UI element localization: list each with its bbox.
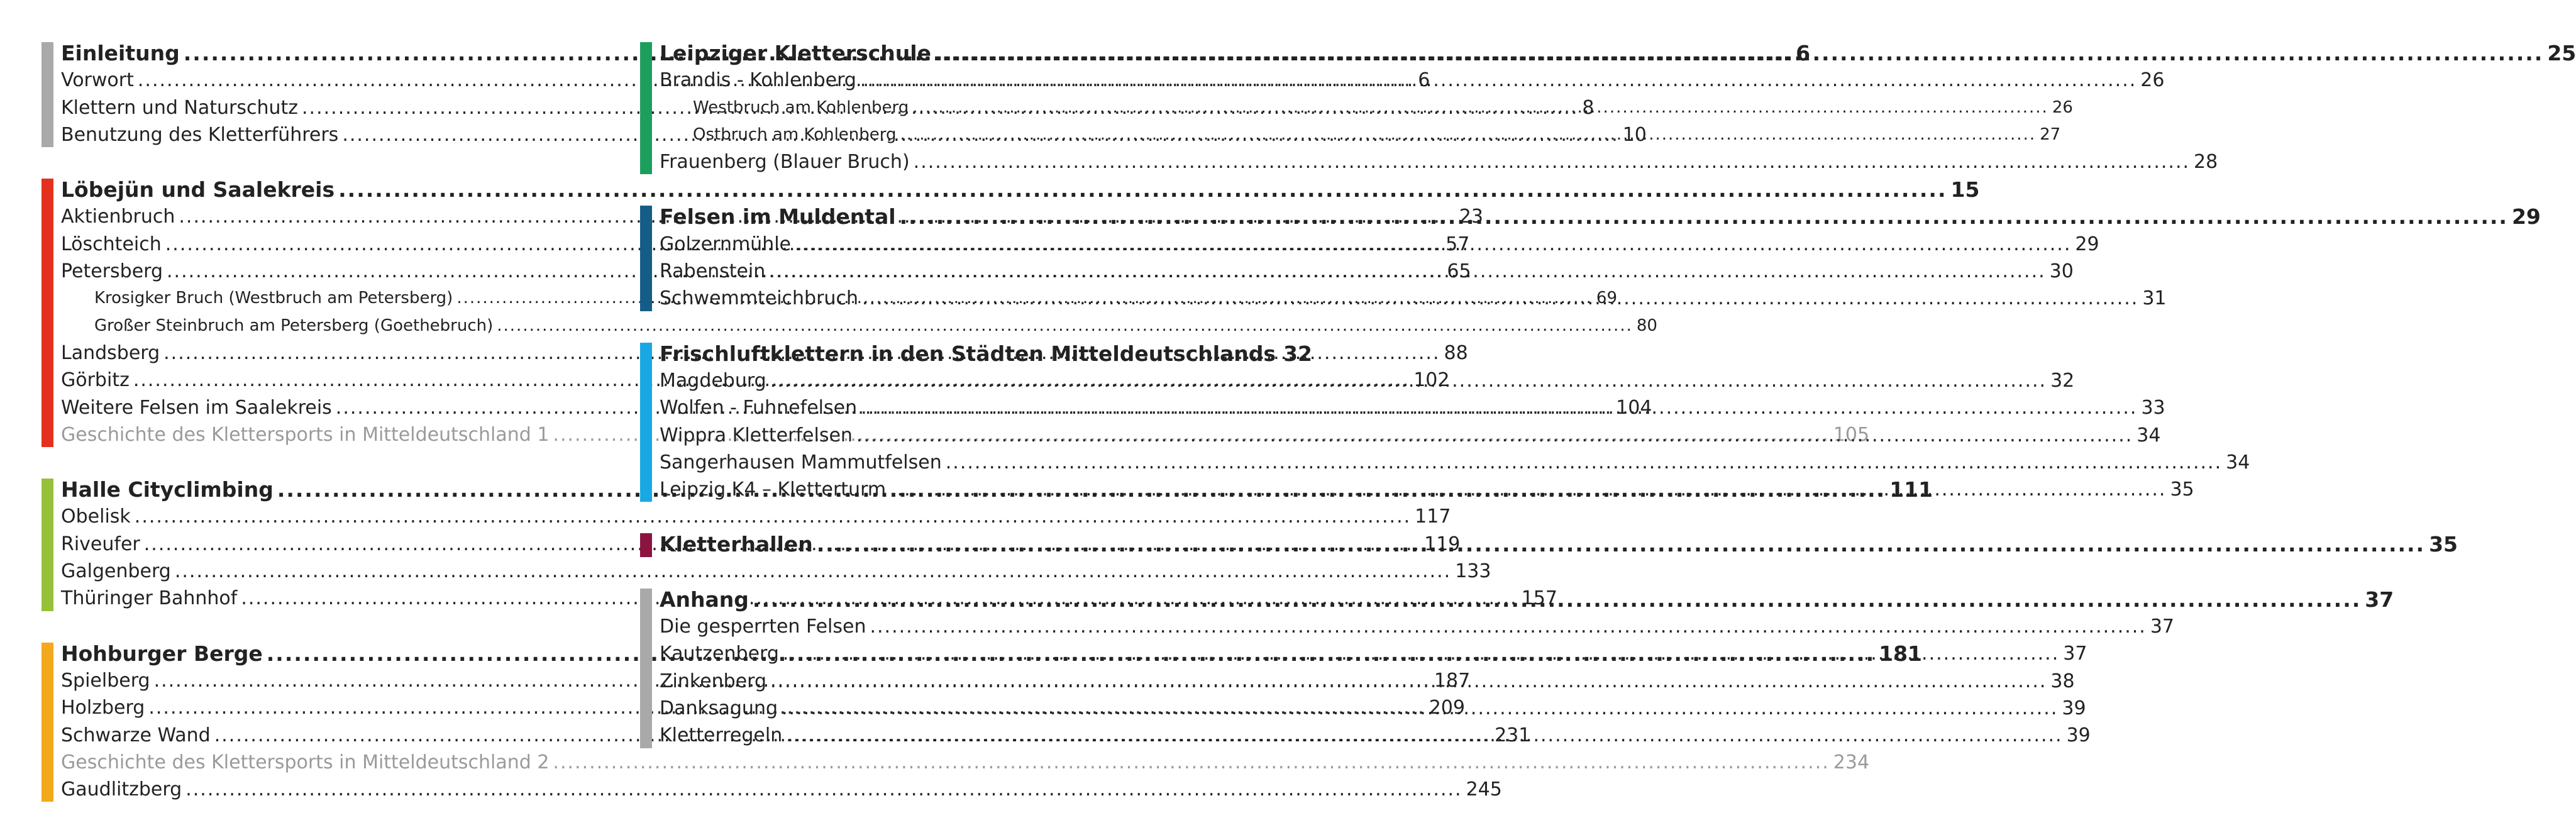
page-number: 25: [2547, 41, 2576, 65]
page-number: 38: [2050, 670, 2075, 692]
page-number: 32: [2050, 369, 2075, 392]
page-number: 37: [2150, 616, 2175, 638]
page-number: 104: [1616, 396, 1652, 419]
page-number: 234: [1833, 751, 1870, 773]
entry-title: Aktienbruch: [61, 206, 175, 228]
entry-title: Geschichte des Klettersports in Mitteldeutschland 2: [61, 751, 550, 773]
page-number: 31: [2142, 287, 2167, 310]
page-number: 80: [1636, 316, 1657, 335]
dot-leader: [185, 776, 1462, 803]
section-color-bar: [640, 533, 652, 556]
entry-title: Klettern und Naturschutz: [61, 96, 299, 119]
page-number: 65: [1447, 260, 1471, 283]
entry-title: Einleitung: [61, 41, 180, 65]
section-color-bar: [640, 42, 652, 174]
toc-entry[interactable]: [61, 749, 1870, 776]
entry-title: Großer Steinbruch am Petersberg (Goethebruch): [94, 316, 494, 335]
entry-title: Görbitz: [61, 369, 130, 392]
entry-title: Ostbruch am Kohlenberg: [693, 124, 897, 144]
page-number: 34: [2226, 451, 2250, 473]
toc-entry[interactable]: [660, 613, 2175, 640]
page-number: 32: [1283, 341, 1312, 366]
page-number: 157: [1521, 587, 1557, 610]
dot-leader: [935, 40, 2543, 67]
entry-title: Schwemmteichbruch: [660, 287, 858, 310]
page-number: 119: [1424, 533, 1461, 555]
section-color-bar: [640, 343, 652, 502]
dot-leader: [900, 203, 2508, 230]
dot-leader: [861, 394, 2137, 421]
section-color-bar: [640, 589, 652, 748]
dot-leader: [770, 668, 2047, 695]
page-number: 69: [1596, 289, 1617, 308]
page-number: 35: [2170, 479, 2194, 501]
page-number: 187: [1434, 669, 1471, 692]
page-number: 231: [1495, 724, 1531, 746]
toc-section-heading[interactable]: [61, 176, 1980, 203]
page-number: 23: [1459, 206, 1483, 228]
dot-leader: [782, 695, 2058, 722]
entry-title: Petersberg: [61, 260, 163, 283]
toc-section-heading[interactable]: [660, 340, 1312, 367]
dot-leader: [946, 449, 2222, 476]
page-number: 37: [2365, 587, 2394, 612]
dot-leader: [862, 285, 2138, 312]
page-number: 10: [1622, 123, 1647, 146]
entry-title: Golzernmühle: [660, 233, 792, 255]
entry-title: Schwarze Wand: [61, 724, 211, 746]
toc-sub-entry[interactable]: [660, 94, 2073, 121]
dot-leader: [912, 94, 2048, 121]
dot-leader: [900, 121, 2037, 148]
entry-title: Brandis - Kohlenberg: [660, 69, 856, 92]
entry-title: Thüringer Bahnhof: [61, 587, 238, 610]
entry-title: Rabenstein: [660, 260, 766, 283]
entry-title: Sangerhausen Mammutfelsen: [660, 451, 942, 473]
toc-entry[interactable]: [660, 67, 2165, 94]
entry-title: Leipziger Kletterschule: [660, 41, 931, 65]
dot-leader: [817, 531, 2425, 558]
page-number: 26: [2052, 97, 2073, 117]
entry-title: Galgenberg: [61, 560, 171, 583]
toc-section-heading[interactable]: [660, 40, 2576, 67]
entry-title: Frischluftklettern in den Städten Mitteldeutschlands: [660, 341, 1276, 366]
dot-leader: [786, 722, 2062, 749]
page-number: 39: [2066, 724, 2091, 747]
toc-sub-entry[interactable]: [61, 313, 1657, 340]
page-number: 29: [2075, 233, 2099, 255]
toc-entry[interactable]: [660, 449, 2250, 476]
page-number: 111: [1889, 477, 1933, 502]
page-number: 39: [2062, 697, 2086, 719]
entry-title: Kletterregeln: [660, 724, 783, 747]
entry-title: Kautzenberg: [660, 643, 779, 665]
entry-title: Löschteich: [61, 233, 162, 255]
entry-title: Halle Cityclimbing: [61, 477, 274, 502]
page-number: 28: [2194, 151, 2218, 174]
page-number: 245: [1466, 778, 1502, 801]
entry-title: Obelisk: [61, 506, 131, 528]
entry-title: Danksagung: [660, 697, 778, 719]
entry-title: Magdeburg: [660, 369, 766, 392]
entry-title: Die gesperrten Felsen: [660, 616, 866, 638]
entry-title: Zinkenberg: [660, 670, 767, 692]
page-number: 34: [2137, 424, 2161, 446]
dot-leader: [856, 422, 2133, 449]
entry-title: Geschichte des Klettersports in Mitteldeutschland 1: [61, 423, 550, 446]
page-number: 26: [2140, 69, 2165, 92]
section-color-bar: [41, 179, 53, 447]
dot-leader: [783, 640, 2059, 667]
page-number: 33: [2141, 397, 2165, 419]
page-number: 37: [2063, 643, 2087, 665]
section-color-bar: [41, 643, 53, 802]
page-number: 117: [1415, 506, 1451, 528]
dot-leader: [870, 613, 2146, 640]
page-number: 35: [2429, 532, 2458, 557]
page-number: 209: [1429, 697, 1465, 719]
dot-leader: [553, 749, 1829, 776]
section-color-bar: [640, 206, 652, 311]
toc-entry[interactable]: [61, 776, 1502, 803]
toc-entry[interactable]: [61, 503, 1451, 530]
entry-title: Landsberg: [61, 341, 160, 364]
entry-title: Vorwort: [61, 69, 134, 92]
entry-title: Spielberg: [61, 669, 150, 692]
page-number: 30: [2049, 260, 2074, 283]
dot-leader: [770, 367, 2047, 394]
page-number: 57: [1446, 233, 1470, 255]
entry-title: Wolfen - Fuhnefelsen: [660, 397, 858, 419]
page-number: 133: [1455, 560, 1491, 583]
entry-title: Gaudlitzberg: [61, 778, 182, 801]
entry-title: Wippra Kletterfelsen: [660, 424, 853, 446]
dot-leader: [890, 476, 2166, 503]
section-color-bar: [41, 42, 53, 147]
toc-entry[interactable]: [61, 558, 1491, 585]
entry-title: Kletterhallen: [660, 532, 813, 557]
dot-leader: [914, 148, 2190, 175]
page-number: 105: [1833, 423, 1870, 446]
page-number: 181: [1879, 641, 1923, 666]
page-number: 8: [1582, 96, 1595, 119]
entry-title: Riveufer: [61, 533, 140, 555]
page-number: 88: [1444, 341, 1468, 364]
entry-title: Krosigker Bruch (Westbruch am Petersberg): [94, 289, 453, 308]
entry-title: Leipzig K4 – Kletterturm: [660, 479, 887, 501]
entry-title: Weitere Felsen im Saalekreis: [61, 396, 332, 419]
page-number: 29: [2511, 204, 2541, 230]
page-number: 6: [1796, 41, 1811, 65]
dot-leader: [860, 67, 2137, 94]
dot-leader: [753, 586, 2361, 613]
section-color-bar: [41, 479, 53, 611]
entry-title: Anhang: [660, 587, 749, 612]
page-number: 27: [2040, 124, 2061, 144]
toc-entry[interactable]: [660, 148, 2218, 175]
entry-title: Benutzung des Kletterführers: [61, 123, 339, 146]
dot-leader: [769, 258, 2045, 285]
entry-title: Hohburger Berge: [61, 641, 263, 666]
page-number: 102: [1413, 369, 1450, 392]
page-number: 6: [1418, 69, 1430, 92]
entry-title: Felsen im Muldental: [660, 204, 896, 230]
entry-title: Holzberg: [61, 697, 145, 719]
dot-leader: [795, 231, 2071, 258]
entry-title: Frauenberg (Blauer Bruch): [660, 151, 910, 174]
page-number: 15: [1950, 177, 1980, 202]
entry-title: Westbruch am Kohlenberg: [693, 97, 909, 117]
entry-title: Löbejün und Saalekreis: [61, 177, 335, 202]
